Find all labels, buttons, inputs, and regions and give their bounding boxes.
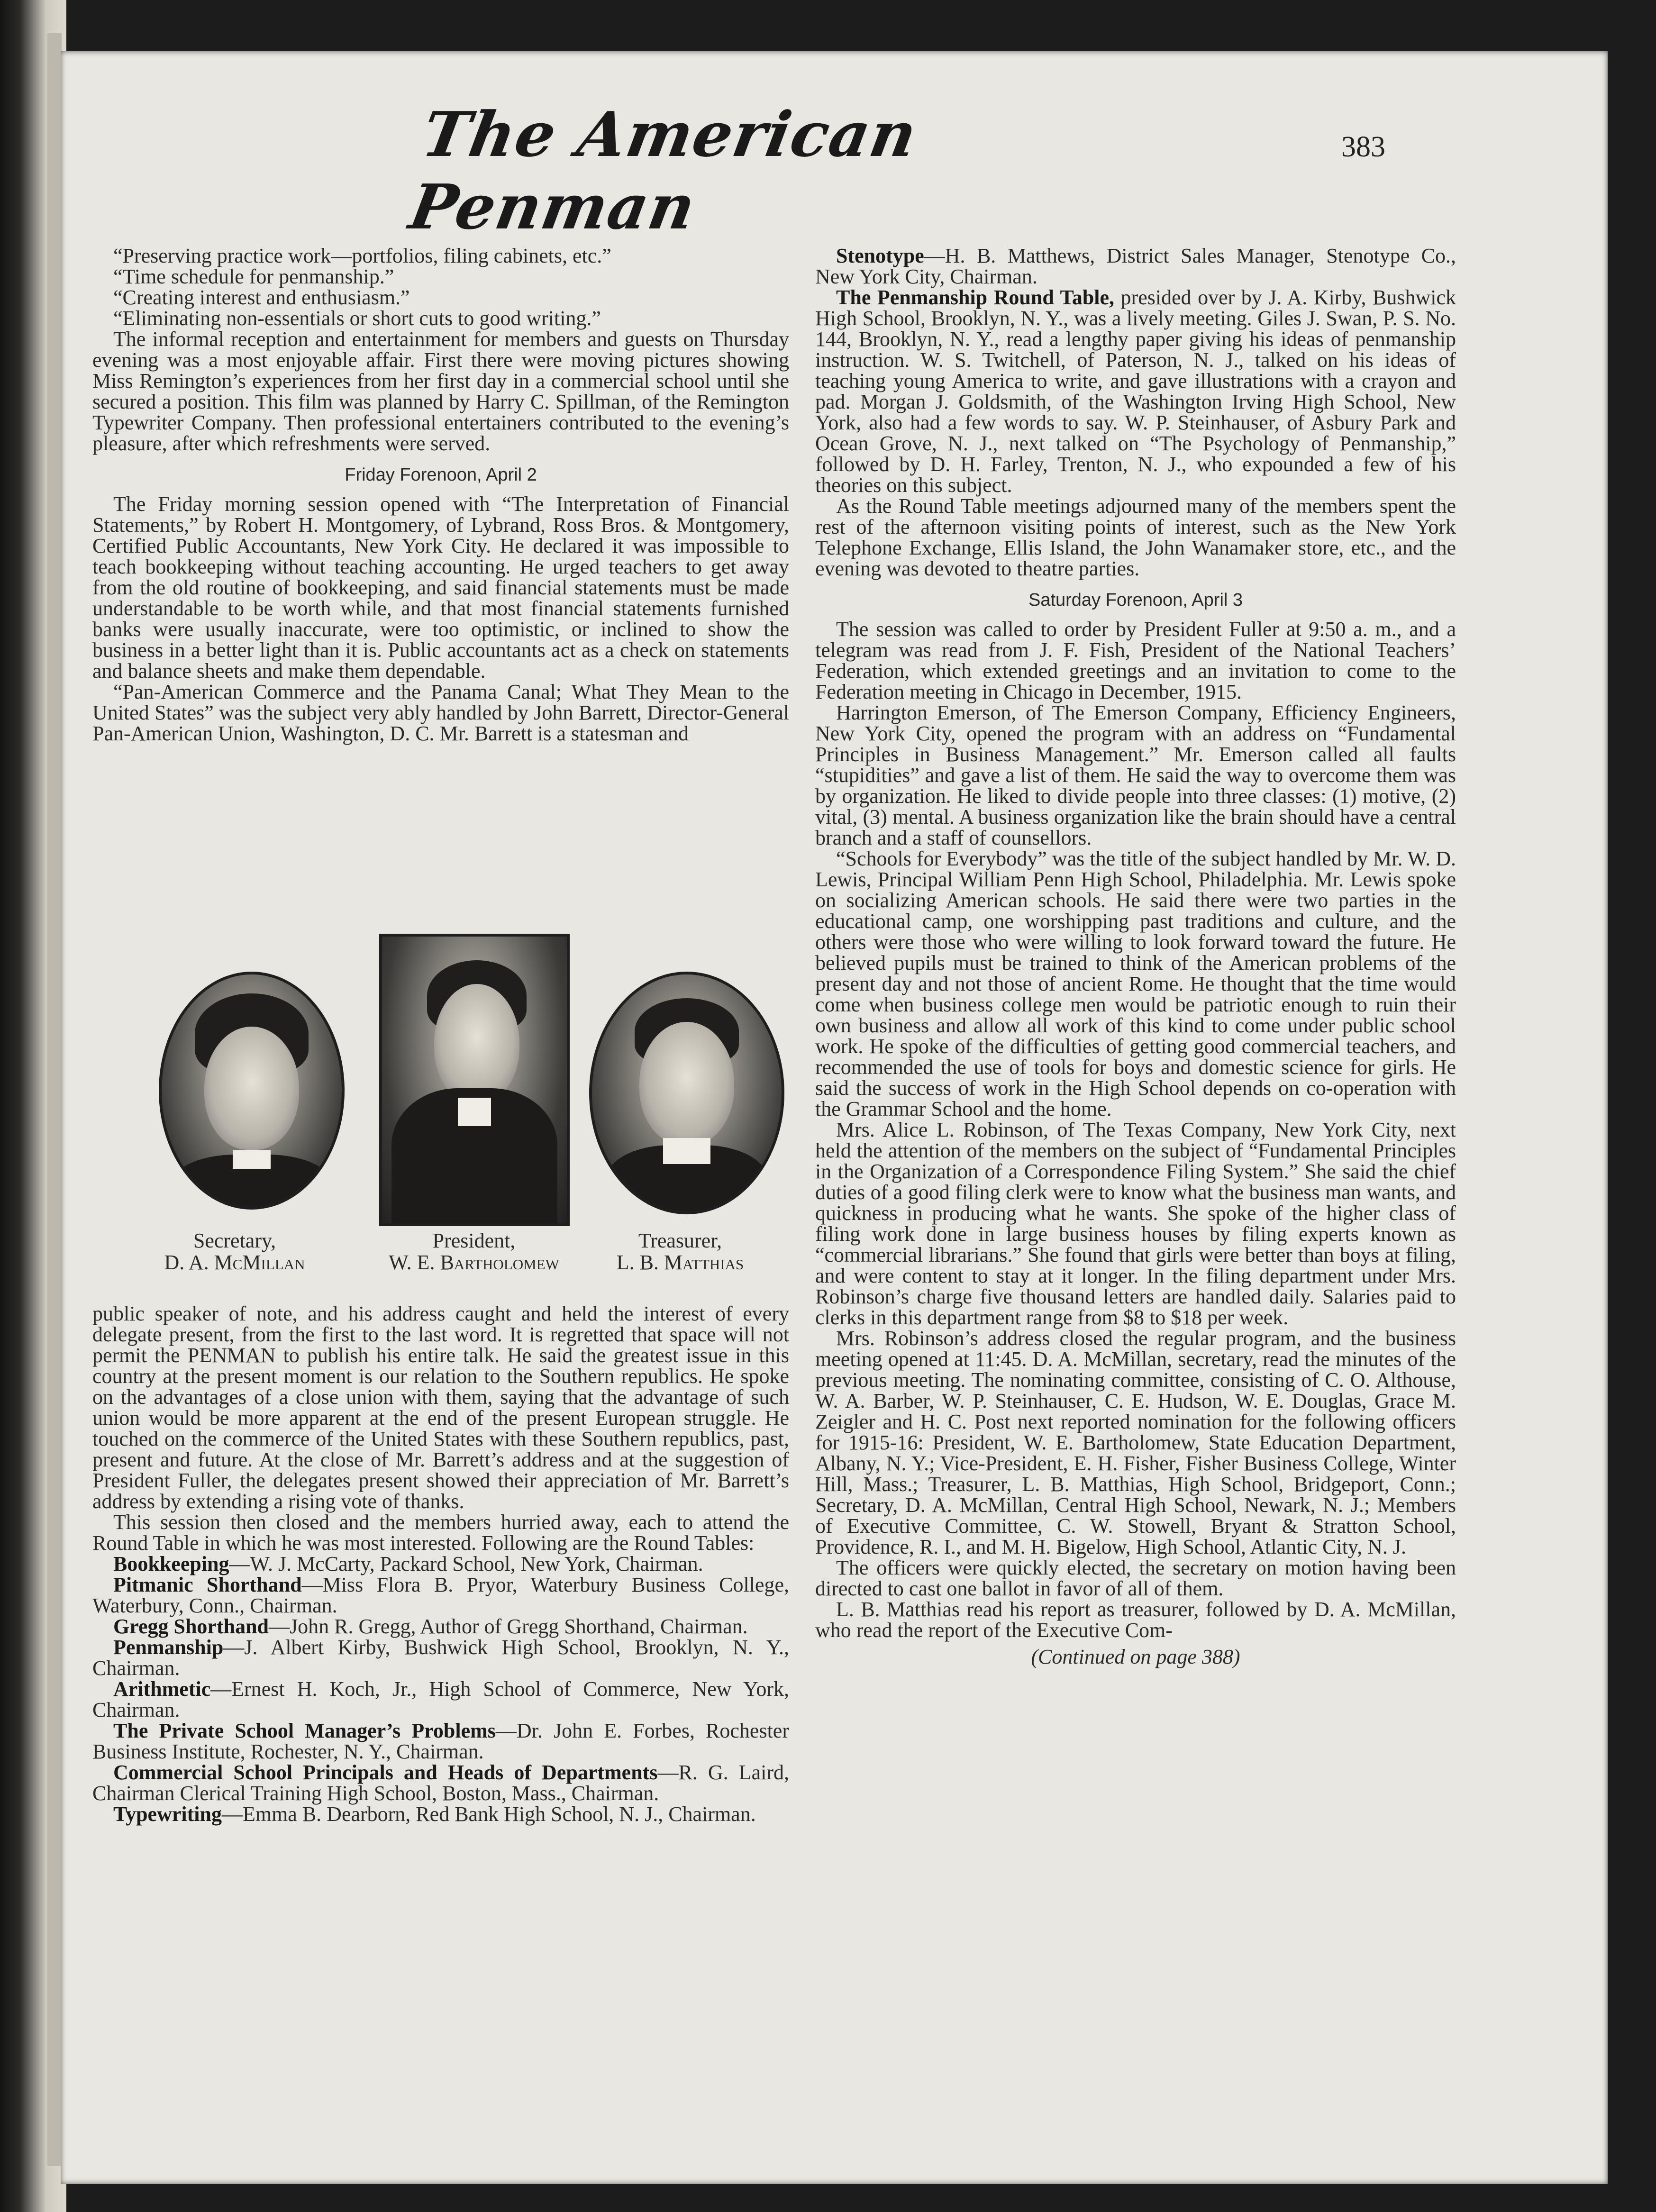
secretary-photo xyxy=(159,972,345,1210)
caption-title: President, xyxy=(432,1229,516,1252)
round-table-entry xyxy=(815,246,1456,287)
left-column-bottom xyxy=(92,1303,789,1825)
paragraph: “Preserving practice work—portfolios, filing cabinets, etc.” xyxy=(113,244,611,267)
round-table-entry xyxy=(92,1616,789,1637)
round-table-topic: Bookkeeping xyxy=(113,1552,229,1575)
round-table-entry xyxy=(92,1804,789,1825)
treasurer-photo xyxy=(589,972,784,1214)
round-table-entry xyxy=(92,1637,789,1679)
paragraph: “Creating interest and enthusiasm.” xyxy=(113,286,410,309)
paragraph: The informal reception and entertainment for members and guests on Thursday evening was a most enjoyable affair. First there were moving pictures showing Miss Remington’s experiences from her first day in a commercial school until she secured a position. This film was planned by Harry C. Spillman, of the Remington Typewriter Company. Then professional entertainers contributed to the evening’s pleasure, after which refreshments were served. xyxy=(92,328,789,455)
paragraph: “Time schedule for penmanship.” xyxy=(113,265,394,288)
round-table-entry xyxy=(92,1679,789,1720)
left-column-top xyxy=(92,246,789,744)
round-table-topic: Gregg Shorthand xyxy=(113,1615,269,1638)
round-table-entry xyxy=(815,287,1456,496)
round-table-topic: Penmanship xyxy=(113,1636,224,1659)
president-photo xyxy=(379,934,570,1226)
round-table-entry xyxy=(92,1554,789,1575)
round-table-detail: presided over by J. A. Kirby, Bushwick High School, Brooklyn, N. Y., was a lively meeting. Giles J. Swan, P. S. No. 144, Brooklyn, N. Y., read a lengthy paper giving his ideas of penmanship instruction. W. S. Twitchell, of Paterson, N. J., talked on his ideas of teaching young America to write, and gave illustrations with a crayon and pad. Morgan J. Goldsmith, of the Washington Irving High School, New York, also had a few words to say. W. P. Steinhauser, of Asbury Park and Ocean Grove, N. J., next talked on “The Psychology of Penmanship,” followed by D. H. Farley, Trenton, N. J., who expounded a few of his theories on this subject. xyxy=(815,286,1456,497)
paragraph: “Pan-American Commerce and the Panama Canal; What They Mean to the United States” was the subject very ably handled by John Barrett, Director-General Pan-American Union, Washington, D. C. Mr. Barrett is a statesman and xyxy=(92,680,789,745)
paragraph: “Schools for Everybody” was the title of the subject handled by Mr. W. D. Lewis, Principal William Penn High School, Philadelphia. Mr. Lewis spoke on socializing American schools. He said there were two parties in the educational camp, one worshipping past traditions and culture, and the others were those who were willing to look forward toward the future. He believed pupils must be trained to think of the American problems of the present day and not those of ancient Rome. He thought that the time would come when business college men would be patriotic enough to ruin their own business and allow all work of this kind to come under public school work. He spoke of the difficulties of getting good commercial teachers, and recommended the use of tools for boys and domestic science for girls. He said the success of work in the High School depends on co-operation with the Grammar School and the home. xyxy=(815,847,1456,1120)
section-subhead: Saturday Forenoon, April 3 xyxy=(1028,590,1243,610)
continued-note: (Continued on page 388) xyxy=(1031,1645,1240,1668)
round-table-detail: —J. Albert Kirby, Bushwick High School, Brooklyn, N. Y., Chairman. xyxy=(92,1636,789,1680)
round-table-entry xyxy=(92,1575,789,1616)
paragraph: “Eliminating non-essentials or short cuts to good writing.” xyxy=(113,307,601,330)
secretary-caption xyxy=(111,1230,358,1274)
round-table-detail: —R. G. Laird, Chairman Clerical Training High School, Boston, Mass., Chairman. xyxy=(92,1761,789,1805)
paragraph: Harrington Emerson, of The Emerson Company, Efficiency Engineers, New York City, opened the program with an address on “Fundamental Principles in Business Management.” Mr. Emerson called all faults “stupidities” and gave a list of them. He said the way to overcome them was by organization. He liked to divide people into three classes: (1) motive, (2) vital, (3) mental. A business organization like the brain should have a central branch and a staff of counsellors. xyxy=(815,701,1456,849)
caption-name: D. A. McMillan xyxy=(164,1251,305,1274)
paragraph: As the Round Table meetings adjourned many of the members spent the rest of the afternoon visiting points of interest, such as the New York Telephone Exchange, Ellis Island, the John Wanamaker store, etc., and the evening was devoted to theatre parties. xyxy=(815,494,1456,580)
officer-photos xyxy=(92,924,789,1275)
round-table-topic: Stenotype xyxy=(836,244,924,267)
round-table-detail: —H. B. Matthews, District Sales Manager, Stenotype Co., New York City, Chairman. xyxy=(815,244,1456,288)
section-subhead: Friday Forenoon, April 2 xyxy=(345,465,537,485)
paragraph: L. B. Matthias read his report as treasurer, followed by D. A. McMillan, who read the report of the Executive Com- xyxy=(815,1598,1456,1642)
round-table-topic: Typewriting xyxy=(113,1802,222,1826)
paragraph: The session was called to order by President Fuller at 9:50 a. m., and a telegram was read from J. F. Fish, President of the National Teachers’ Federation, which extended greetings and an invitation to come to the Federation meeting in Chicago in December, 1915. xyxy=(815,618,1456,703)
round-table-topic: Pitmanic Shorthand xyxy=(113,1573,302,1596)
round-table-detail: —Dr. John E. Forbes, Rochester Business Institute, Rochester, N. Y., Chairman. xyxy=(92,1719,789,1763)
masthead: The American Penman xyxy=(404,98,923,243)
caption-title: Treasurer, xyxy=(638,1229,722,1252)
paragraph: Mrs. Alice L. Robinson, of The Texas Company, New York City, next held the attention of the members on the subject of “Fundamental Principles in the Organization of a Correspondence Filing System.” She said the chief duties of a good filing clerk were to know what the business man wants, and quickness in producing what he wants. She spoke of the higher class of filing work done in large business houses by filing experts known as “commercial librarians.” She found that girls were better than boys at filing, and were content to stay at it longer. In the filing department under Mrs. Robinson’s charge five thousand letters are handled daily. Salaries paid to clerks in this department range from $8 to $18 per week. xyxy=(815,1118,1456,1329)
round-table-detail: —W. J. McCarty, Packard School, New York, Chairman. xyxy=(229,1552,703,1575)
caption-title: Secretary, xyxy=(193,1229,276,1252)
round-table-topic: Commercial School Principals and Heads of Departments xyxy=(113,1761,658,1784)
round-table-entry xyxy=(92,1762,789,1804)
paragraph: The Friday morning session opened with “The Interpretation of Financial Statements,” by Robert H. Montgomery, of Lybrand, Ross Bros. & Montgomery, Certified Public Accountants, New York City. He declared it was impossible to teach bookkeeping without teaching accounting. He urged teachers to get away from the old routine of bookkeeping, and said financial statements must be made understandable to be worth while, and that most financial statements furnished banks were usually inaccurate, were too optimistic, or inclined to show the business in a better light than it is. Public accountants act as a check on statements and balance sheets and make them dependable. xyxy=(92,492,789,683)
paragraph: public speaker of note, and his address caught and held the interest of every delegate present, from the first to the last word. It is regretted that space will not permit the PENMAN to publish his entire talk. He said the greatest issue in this country at the present moment is our relation to the Southern republics. He spoke on the advantages of a close union with them, saying that the advantage of such union would be more apparent at the end of the present European struggle. He touched on the commerce of the United States with these Southern republics, past, present and future. At the close of Mr. Barrett’s address and at the suggestion of President Fuller, the delegates present showed their appreciation of Mr. Barrett’s address by extending a rising vote of thanks. xyxy=(92,1302,789,1513)
round-table-detail: —Emma B. Dearborn, Red Bank High School, N. J., Chairman. xyxy=(221,1802,756,1826)
round-table-detail: —Miss Flora B. Pryor, Waterbury Business College, Waterbury, Conn., Chairman. xyxy=(92,1573,789,1617)
paragraph: The officers were quickly elected, the secretary on motion having been directed to cast one ballot in favor of all of them. xyxy=(815,1556,1456,1600)
round-table-topic: Arithmetic xyxy=(113,1677,211,1701)
right-column xyxy=(815,246,1456,1667)
paragraph: Mrs. Robinson’s address closed the regular program, and the business meeting opened at 11:45. D. A. McMillan, secretary, read the minutes of the previous meeting. The nominating committee, consisting of C. O. Althouse, W. A. Barber, W. P. Steinhauser, C. E. Hudson, W. E. Douglas, Grace M. Zeigler and H. C. Post next reported nomination for the following officers for 1915-16: President, W. E. Bartholomew, State Education Department, Albany, N. Y.; Vice-President, E. H. Fisher, Fisher Business College, Winter Hill, Mass.; Treasurer, L. B. Matthias, High School, Bridgeport, Conn.; Secretary, D. A. McMillan, Central High School, Newark, N. J.; Members of Executive Committee, C. W. Stowell, Bryant & Stratton School, Providence, R. I., and M. H. Bigelow, High School, Atlantic City, N. J. xyxy=(815,1327,1456,1558)
book-spine xyxy=(47,33,62,2166)
paragraph: This session then closed and the members hurried away, each to attend the Round Table in which he was most interested. Following are the Round Tables: xyxy=(92,1511,789,1555)
round-table-entry xyxy=(92,1720,789,1762)
round-table-topic: The Penmanship Round Table, xyxy=(836,286,1115,309)
round-table-detail: —John R. Gregg, Author of Gregg Shorthand, Chairman. xyxy=(269,1615,748,1638)
round-table-topic: The Private School Manager’s Problems xyxy=(113,1719,496,1742)
treasurer-caption xyxy=(571,1230,789,1274)
round-table-detail: —Ernest H. Koch, Jr., High School of Commerce, New York, Chairman. xyxy=(92,1677,789,1721)
president-caption xyxy=(351,1230,597,1274)
caption-name: W. E. Bartholomew xyxy=(389,1251,559,1274)
caption-name: L. B. Matthias xyxy=(616,1251,744,1274)
page-number: 383 xyxy=(1341,131,1385,163)
